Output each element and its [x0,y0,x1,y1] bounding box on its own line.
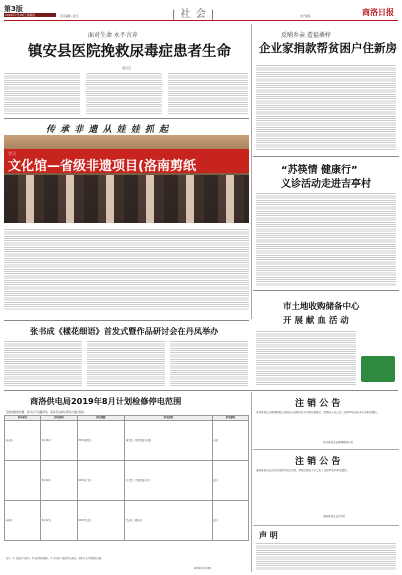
col-header: 停电范围 [125,416,213,421]
photo-caption: 传 承 非 遗 从 娃 娃 抓 起 [46,125,170,135]
table-cell [5,460,41,500]
masthead-rule [4,20,398,21]
paper-logo: 商洛日报 [362,7,394,17]
article-headline-line2: 开 展 献 血 活 动 [283,316,349,326]
outage-table [4,415,249,541]
col-header: 停电时间 [41,416,77,421]
notice-date: 2019年7月18日 [194,567,212,570]
table-cell: 10kV黑山线 [77,500,125,540]
article-kidney [4,24,249,116]
photo-article-body [4,228,249,310]
article-headline: 企业家捐款帮贫困户住新房 [259,41,397,55]
column-rule [251,392,252,572]
table-cell: 部分 [212,460,248,500]
masthead [0,0,402,27]
table-row [5,420,249,460]
contact-line: 电子邮箱 [300,15,311,18]
section-rule [4,118,249,119]
table-row [5,460,249,500]
section-title: | 社 会 | [172,9,216,20]
article-kicker: 面对生命 永不言弃 [88,32,138,39]
notice-text: 洛南县某农业合作社经研究决定注销，请相关债权人于公告之日起45日内申报债权。 [256,469,350,472]
table-cell: 洛南县 [5,420,41,460]
section-rule [4,320,249,321]
article-byline: 通讯员 [122,66,132,70]
section-rule [253,290,399,291]
article-clinic [253,158,399,288]
notice-cancel-2 [253,452,399,526]
article-body-col2 [86,72,162,114]
article-body [256,330,356,386]
page-number: 第3版 [4,5,23,13]
col-header: 停电影响 [212,416,248,421]
notice-signature: 洛南县某农业合作社 [323,515,346,518]
table-cell: 10kV石门线 [77,460,125,500]
table-cell: 黑山村、砚池村 [125,500,213,540]
photo-people [4,175,249,223]
table-cell: 8月16日 [41,420,77,460]
column-rule [251,24,252,319]
table-cell: 城关镇、景村镇部分村组 [125,420,213,460]
notice-title: 注 销 公 告 [295,399,341,409]
outage-table-wrap [4,415,249,541]
col-header: 停电单位 [5,416,41,421]
article-kicker: 反哺乡亲 造福桑梓 [281,32,331,39]
photo-banner-text: 文化馆—省级非遗项目(洛南剪纸 [8,159,196,173]
article-kicker: “苏筷情 健康行” [281,165,358,176]
article-headline: 镇安县医院挽救尿毒症患者生命 [28,44,231,60]
power-outage-notice [4,392,249,572]
notice-footnote: 备注：1. 如遇天气原因，停电时间将顺延。2. 请各用户做好停电准备，给您带来不便敬请谅解。 [6,557,104,560]
article-blood [253,292,399,388]
notice-cancel-1 [253,394,399,450]
col-header: 停电线路 [77,416,125,421]
table-cell: 商州区 [5,500,41,540]
table-cell: 部分 [212,500,248,540]
photo-feature [4,122,249,224]
article-body-col1 [4,340,82,386]
article-book [4,322,249,388]
table-cell: 全部 [212,420,248,460]
editor-line: 责任编辑 / 版式 [60,15,79,18]
article-body-col2 [87,340,165,386]
article-headline: 义诊活动走进吉亭村 [281,179,371,190]
article-body [256,64,396,150]
notice-intro: 因电网检修需要，将对以下线路停电，请各有关单位和用户做好准备。 [6,411,87,414]
section-rule [4,390,398,391]
notice-signature: 丹凤县某企业管理有限公司 [323,441,354,444]
article-body-col3 [168,72,248,114]
article-body-col1 [4,72,80,114]
notice-body [256,542,396,570]
date-bar: 2019年7月18日 星期四 [4,13,56,17]
table-cell: 石门镇、古城镇部分用户 [125,460,213,500]
photo-banner-top: 学习 [8,151,16,156]
article-body [256,192,396,286]
green-logo [361,356,395,382]
table-cell: 8月20日 [41,460,77,500]
table-row [5,500,249,540]
article-body-col3 [170,340,248,386]
article-headline-line1: 市土地收购储备中心 [283,302,360,312]
article-donation [253,24,399,154]
article-headline: 张书成《樣花细语》首发式暨作品研讨会在丹凤举办 [30,326,219,336]
notice-headline: 商洛供电局2019年8月计划检修停电范围 [30,396,182,406]
photo-banner [4,149,249,173]
photo-image [4,135,249,223]
notice-text: 丹凤县某企业管理有限公司拟向公司登记机关申请注销登记，请债权人自公告之日起45日内向本公司申报债权。 [256,411,380,414]
table-cell: 8月22日 [41,500,77,540]
notice-title: 注 销 公 告 [295,457,341,467]
notice-title: 声 明 [259,531,278,540]
section-rule [253,156,399,157]
table-cell: 35kV洛源线 [77,420,125,460]
notice-statement [253,528,399,572]
